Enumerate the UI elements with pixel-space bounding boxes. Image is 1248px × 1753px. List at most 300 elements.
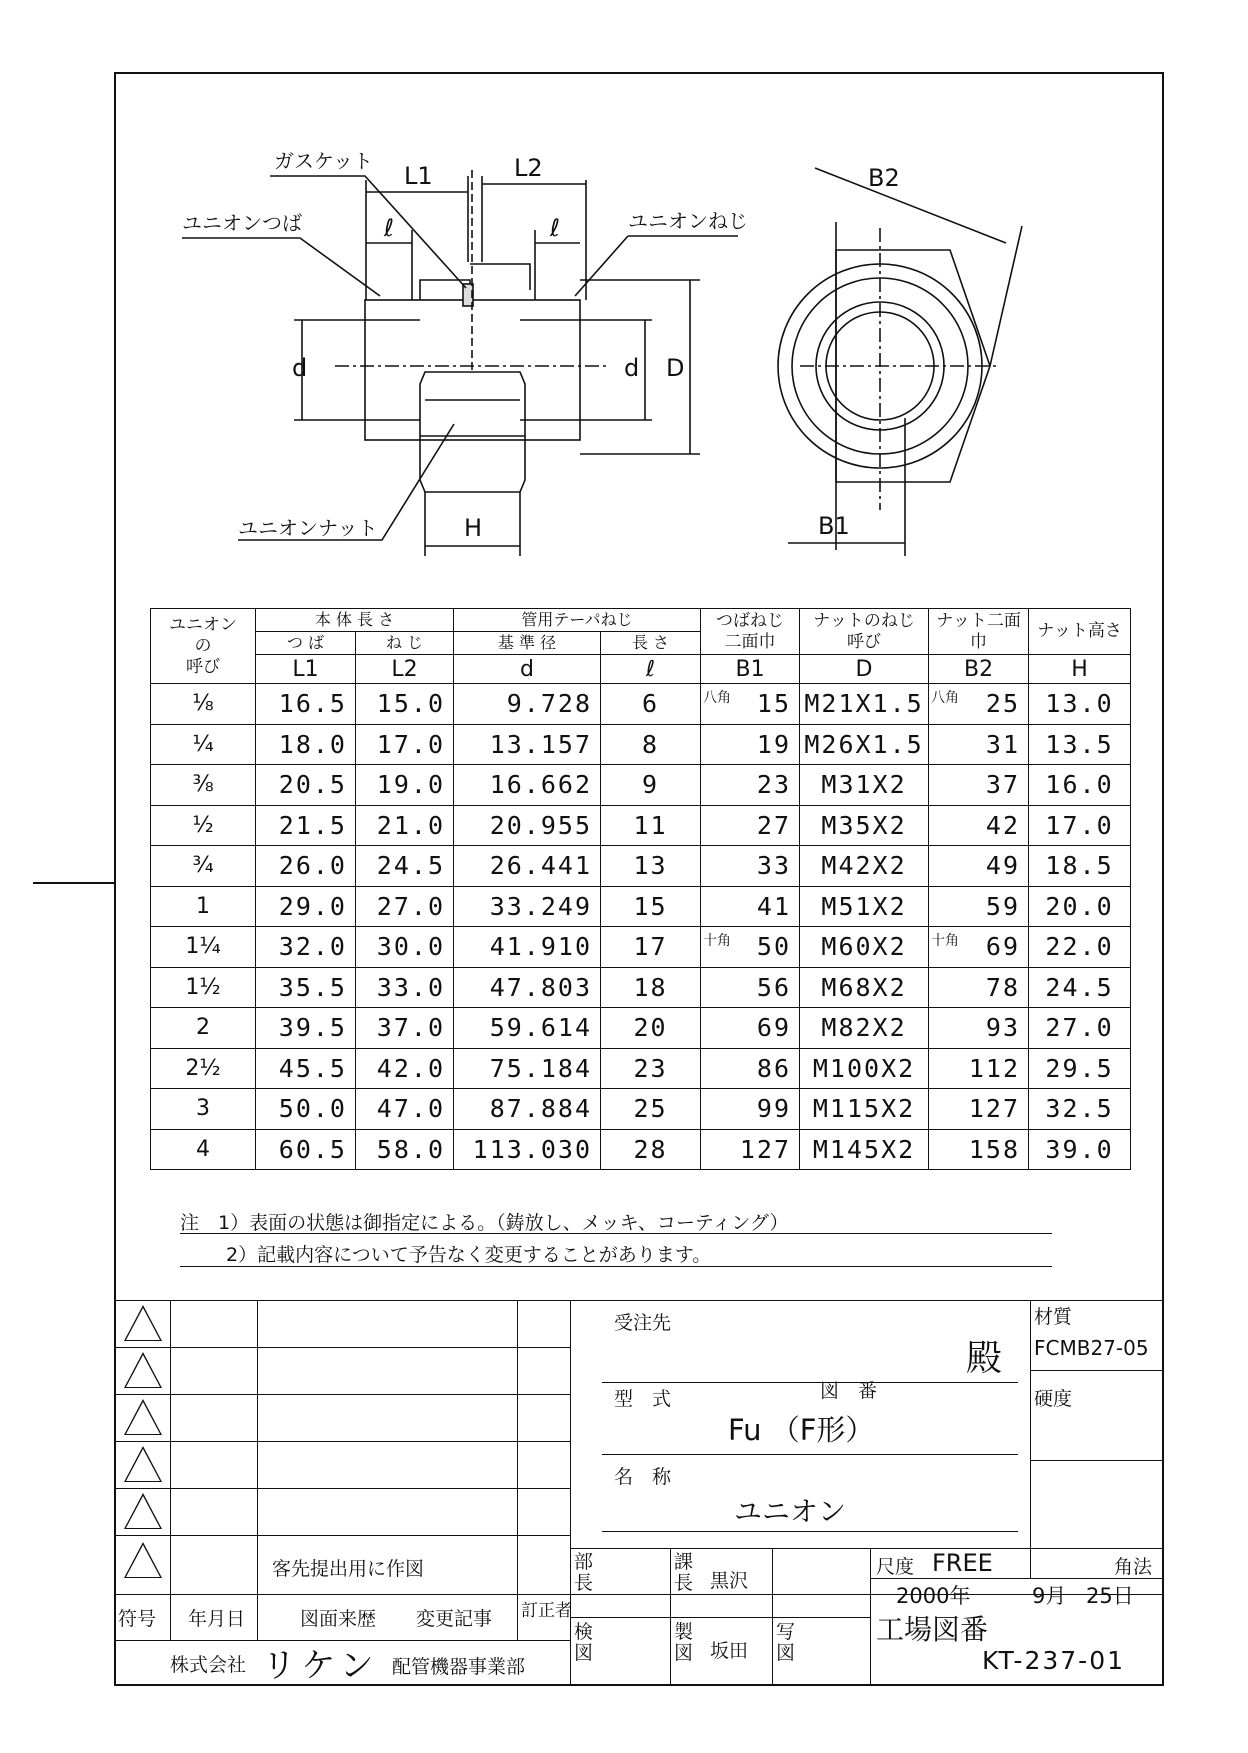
cell-value: 32.5: [1045, 1094, 1114, 1124]
table-cell-B2: [929, 967, 1029, 1008]
cell-value: 112: [968, 1053, 1021, 1083]
table-cell-B1: [701, 684, 800, 725]
table-cell-size: [151, 1089, 256, 1130]
cell-value: 27: [756, 810, 792, 840]
table-cell-H: [1029, 805, 1131, 846]
cell-value: 31: [985, 729, 1021, 759]
cell-value: 39.5: [278, 1013, 347, 1043]
cell-value: 19: [756, 729, 792, 759]
table-cell-B2: [929, 846, 1029, 887]
cell-value: 37: [985, 770, 1021, 800]
table-cell-L2: [356, 1008, 454, 1049]
company-prefix: 株式会社: [170, 1654, 247, 1676]
table-cell-size: [151, 967, 256, 1008]
cell-value: 60.5: [278, 1134, 347, 1164]
cell-value: 25: [985, 689, 1021, 719]
D-label: D: [666, 354, 685, 382]
table-cell-H: [1029, 765, 1131, 806]
table-cell-L1: [256, 1129, 356, 1170]
table-cell-B2: [929, 805, 1029, 846]
table-cell-B1: [701, 967, 800, 1008]
model-label: 型 式: [614, 1388, 672, 1410]
cell-value: 20: [633, 1013, 668, 1043]
table-cell-L2: [356, 724, 454, 765]
rev-record-header: 変更記事: [416, 1608, 493, 1630]
dept-head-label: 部長: [574, 1551, 594, 1594]
table-cell-L1: [256, 927, 356, 968]
polygon-tag: 十角: [931, 933, 960, 950]
table-cell-B1: [701, 927, 800, 968]
table-cell-B1: [701, 1089, 800, 1130]
table-cell-H: [1029, 1089, 1131, 1130]
cell-value: 58.0: [376, 1134, 446, 1164]
table-cell-L2: [356, 765, 454, 806]
cell-value: 56: [756, 972, 792, 1002]
header-nut-thread: ナットのねじ 呼び: [800, 609, 929, 655]
cell-value: 86: [756, 1053, 792, 1083]
cell-value: ⅜: [192, 772, 214, 798]
cell-value: 28: [633, 1134, 668, 1164]
table-cell-d: [454, 765, 601, 806]
table-row: [151, 1129, 1131, 1170]
table-cell-d: [454, 684, 601, 725]
cell-value: 39.0: [1045, 1134, 1114, 1164]
table-row: [151, 1048, 1131, 1089]
cell-value: 69: [985, 932, 1021, 962]
note-underline: [180, 1266, 1052, 1267]
cell-value: 1¼: [185, 934, 221, 960]
cell-value: M100X2: [812, 1053, 916, 1083]
cell-value: M145X2: [812, 1134, 916, 1164]
cell-value: 18.5: [1045, 851, 1114, 881]
table-cell-H: [1029, 1048, 1131, 1089]
cell-value: 9: [641, 770, 660, 800]
cell-value: 41.910: [489, 932, 593, 962]
B1-label: B1: [818, 512, 850, 540]
cell-value: 35.5: [278, 972, 347, 1002]
cell-value: M42X2: [821, 851, 907, 881]
L1-label: L1: [404, 162, 433, 190]
cell-value: 17.0: [376, 729, 446, 759]
drafter-name: 坂田: [710, 1640, 749, 1662]
nut-outline: [420, 372, 525, 492]
table-cell-B1: [701, 1048, 800, 1089]
ell-left-label: ℓ: [384, 214, 394, 242]
cell-value: 19.0: [376, 770, 446, 800]
cell-value: 33.0: [376, 972, 446, 1002]
table-cell-D: [800, 1089, 929, 1130]
table-cell-l: [601, 765, 701, 806]
cell-value: 9.728: [506, 689, 593, 719]
cell-value: 20.0: [1045, 891, 1114, 921]
cell-value: 24.5: [1045, 972, 1114, 1002]
cell-value: ¾: [192, 853, 214, 879]
table-cell-d: [454, 1008, 601, 1049]
header-symbol: ℓ: [601, 655, 701, 684]
table-cell-L1: [256, 1048, 356, 1089]
header-length: 長 さ: [601, 632, 701, 655]
model-value: Fu （F形）: [728, 1413, 875, 1447]
table-cell-D: [800, 1129, 929, 1170]
table-row: [151, 724, 1131, 765]
table-cell-size: [151, 724, 256, 765]
hardness-label: 硬度: [1034, 1388, 1073, 1410]
rev-history-header: 図面来歴: [300, 1608, 377, 1630]
revision-note: 客先提出用に作図: [272, 1558, 425, 1580]
table-cell-D: [800, 1048, 929, 1089]
header-symbol: D: [800, 655, 929, 684]
copy-label: 写図: [776, 1621, 796, 1664]
table-cell-l: [601, 1008, 701, 1049]
table-cell-d: [454, 1089, 601, 1130]
table-cell-size: [151, 1129, 256, 1170]
cell-value: 69: [756, 1013, 792, 1043]
header-thread: ね じ: [356, 632, 454, 655]
table-cell-B1: [701, 846, 800, 887]
cell-value: 17.0: [1045, 810, 1114, 840]
table-cell-B1: [701, 724, 800, 765]
dimension-table: [150, 608, 1131, 1170]
cell-value: M82X2: [821, 1013, 907, 1043]
table-row: [151, 765, 1131, 806]
cell-value: 29.5: [1045, 1053, 1114, 1083]
cell-value: M68X2: [821, 972, 907, 1002]
cell-value: 21.0: [376, 810, 446, 840]
table-cell-L2: [356, 1048, 454, 1089]
cell-value: 1: [196, 893, 210, 919]
revision-triangle-icon: [124, 1446, 162, 1482]
table-cell-l: [601, 684, 701, 725]
table-cell-H: [1029, 886, 1131, 927]
table-cell-size: [151, 805, 256, 846]
cell-value: 49: [985, 851, 1021, 881]
table-cell-H: [1029, 967, 1131, 1008]
table-cell-L2: [356, 967, 454, 1008]
table-cell-B1: [701, 1008, 800, 1049]
union-thread-label: ユニオンねじ: [628, 209, 748, 233]
table-cell-d: [454, 1048, 601, 1089]
ell-right-label: ℓ: [550, 214, 560, 242]
d-right-label: d: [624, 354, 640, 382]
cell-value: 41: [756, 891, 792, 921]
header-symbol: B2: [929, 655, 1029, 684]
cell-value: M31X2: [821, 770, 907, 800]
header-base-dia: 基 準 径: [454, 632, 601, 655]
cell-value: 16.0: [1045, 770, 1114, 800]
customer-suffix: 殿: [966, 1338, 1003, 1379]
cell-value: 20.955: [489, 810, 593, 840]
table-cell-l: [601, 927, 701, 968]
table-cell-L1: [256, 1008, 356, 1049]
date-day: 25日: [1086, 1584, 1134, 1608]
revision-triangle-icon: [124, 1399, 162, 1435]
table-cell-L2: [356, 684, 454, 725]
cell-value: 26.441: [489, 851, 593, 881]
cell-value: 15: [756, 689, 792, 719]
cell-value: 8: [641, 729, 660, 759]
table-cell-L2: [356, 886, 454, 927]
cell-value: 127: [739, 1134, 792, 1164]
table-cell-l: [601, 1129, 701, 1170]
drawing-no-label: 図 番: [820, 1380, 878, 1402]
rev-date-header: 年月日: [188, 1608, 246, 1630]
table-cell-d: [454, 967, 601, 1008]
cell-value: 13.5: [1045, 729, 1114, 759]
table-cell-D: [800, 765, 929, 806]
cell-value: M60X2: [821, 932, 907, 962]
note-underline: [180, 1233, 1052, 1234]
cell-value: M115X2: [812, 1094, 916, 1124]
table-cell-l: [601, 724, 701, 765]
table-cell-size: [151, 927, 256, 968]
table-cell-H: [1029, 1129, 1131, 1170]
cell-value: 13.0: [1045, 689, 1114, 719]
header-nominal: ユニオン の 呼び: [151, 609, 256, 684]
cell-value: 87.884: [489, 1094, 593, 1124]
table-cell-d: [454, 886, 601, 927]
cell-value: 113.030: [472, 1134, 593, 1164]
cell-value: 20.5: [278, 770, 347, 800]
cell-value: 75.184: [489, 1053, 593, 1083]
material-label: 材質: [1034, 1306, 1073, 1328]
cell-value: 33.249: [489, 891, 593, 921]
table-cell-B2: [929, 684, 1029, 725]
cell-value: 99: [756, 1094, 792, 1124]
cell-value: 18.0: [278, 729, 347, 759]
cell-value: 17: [633, 932, 668, 962]
revision-triangle-icon: [124, 1542, 162, 1578]
cell-value: 47.803: [489, 972, 593, 1002]
note-2: 2）記載内容について予告なく変更することがあります。: [226, 1244, 712, 1266]
header-symbol: d: [454, 655, 601, 684]
cell-value: 50: [756, 932, 792, 962]
table-cell-D: [800, 724, 929, 765]
rev-symbol-header: 符号: [118, 1608, 157, 1630]
table-cell-B2: [929, 724, 1029, 765]
cell-value: 23: [756, 770, 792, 800]
table-cell-B2: [929, 1129, 1029, 1170]
cell-value: 158: [968, 1134, 1021, 1164]
cell-value: M21X1.5: [804, 689, 924, 719]
cell-value: ½: [192, 812, 214, 838]
cell-value: M26X1.5: [804, 729, 924, 759]
cell-value: 127: [968, 1094, 1021, 1124]
table-cell-L1: [256, 724, 356, 765]
table-cell-B2: [929, 1089, 1029, 1130]
cell-value: 27.0: [376, 891, 446, 921]
table-cell-D: [800, 684, 929, 725]
cell-value: 29.0: [278, 891, 347, 921]
cell-value: 33: [756, 851, 792, 881]
material-value: FCMB27-05: [1034, 1336, 1149, 1360]
cell-value: 4: [196, 1136, 210, 1162]
cell-value: ⅛: [192, 691, 214, 717]
table-cell-d: [454, 724, 601, 765]
corrector-header: 訂正者: [521, 1601, 572, 1621]
cell-value: 78: [985, 972, 1021, 1002]
header-symbol: L2: [356, 655, 454, 684]
cell-value: 59: [985, 891, 1021, 921]
table-cell-L2: [356, 846, 454, 887]
table-cell-L1: [256, 684, 356, 725]
header-symbol: B1: [701, 655, 800, 684]
table-cell-d: [454, 805, 601, 846]
table-row: [151, 1008, 1131, 1049]
cell-value: 37.0: [376, 1013, 446, 1043]
table-cell-size: [151, 1008, 256, 1049]
union-nut-label: ユニオンナット: [238, 516, 378, 540]
cell-value: 3: [196, 1096, 210, 1122]
table-row: [151, 805, 1131, 846]
cell-value: 25: [633, 1094, 668, 1124]
table-cell-l: [601, 805, 701, 846]
table-cell-D: [800, 805, 929, 846]
customer-label: 受注先: [614, 1312, 672, 1334]
polygon-tag: 十角: [703, 933, 732, 950]
d-left-label: d: [292, 354, 308, 382]
scale-value: FREE: [932, 1549, 993, 1577]
cell-value: 26.0: [278, 851, 347, 881]
cell-value: 50.0: [278, 1094, 347, 1124]
cell-value: 47.0: [376, 1094, 446, 1124]
union-flange-label: ユニオンつば: [182, 211, 302, 235]
cell-value: 42: [985, 810, 1021, 840]
table-cell-H: [1029, 1008, 1131, 1049]
name-value: ユニオン: [734, 1495, 847, 1528]
table-cell-B2: [929, 886, 1029, 927]
name-label: 名 称: [614, 1466, 672, 1488]
cell-value: 22.0: [1045, 932, 1114, 962]
revision-triangle-icon: [124, 1493, 162, 1529]
header-nut-height: ナット高さ: [1029, 609, 1131, 655]
gasket-label: ガスケット: [274, 149, 373, 173]
table-cell-B2: [929, 1008, 1029, 1049]
inspect-label: 検図: [574, 1621, 594, 1664]
table-cell-d: [454, 846, 601, 887]
cell-value: 93: [985, 1013, 1021, 1043]
table-cell-B1: [701, 765, 800, 806]
cell-value: M35X2: [821, 810, 907, 840]
cell-value: 27.0: [1045, 1013, 1114, 1043]
table-cell-l: [601, 886, 701, 927]
header-symbol: L1: [256, 655, 356, 684]
table-cell-L2: [356, 1089, 454, 1130]
table-cell-size: [151, 846, 256, 887]
table-cell-L1: [256, 886, 356, 927]
table-cell-H: [1029, 724, 1131, 765]
table-cell-H: [1029, 927, 1131, 968]
angle-method-label: 角法: [1114, 1556, 1153, 1578]
cell-value: M51X2: [821, 891, 907, 921]
table-cell-L2: [356, 927, 454, 968]
cell-value: 23: [633, 1053, 668, 1083]
cell-value: 1½: [185, 974, 221, 1000]
table-cell-D: [800, 886, 929, 927]
cell-value: 15: [633, 891, 668, 921]
cell-value: 16.5: [278, 689, 347, 719]
header-nut-wrench: ナット二面巾: [929, 609, 1029, 655]
table-cell-size: [151, 886, 256, 927]
table-cell-d: [454, 1129, 601, 1170]
cell-value: 11: [633, 810, 668, 840]
table-row: [151, 927, 1131, 968]
company-division: 配管機器事業部: [392, 1656, 526, 1678]
revision-triangle-icon: [124, 1352, 162, 1388]
table-cell-size: [151, 765, 256, 806]
table-cell-L1: [256, 1089, 356, 1130]
table-row: [151, 967, 1131, 1008]
table-cell-H: [1029, 846, 1131, 887]
revision-triangle-icon: [124, 1305, 162, 1341]
company-logo: リケン: [262, 1646, 380, 1686]
factory-no-label: 工場図番: [876, 1613, 989, 1646]
table-cell-L2: [356, 805, 454, 846]
cell-value: 30.0: [376, 932, 446, 962]
cell-value: 59.614: [489, 1013, 593, 1043]
header-symbol: H: [1029, 655, 1131, 684]
table-cell-D: [800, 927, 929, 968]
drafter-label: 製図: [674, 1621, 694, 1664]
cell-value: 6: [641, 689, 660, 719]
binding-margin-mark: [33, 882, 115, 884]
header-pipe-taper: 管用テーパねじ: [454, 609, 701, 632]
table-cell-l: [601, 967, 701, 1008]
table-cell-B2: [929, 1048, 1029, 1089]
table-cell-size: [151, 1048, 256, 1089]
table-cell-H: [1029, 684, 1131, 725]
table-row: [151, 1089, 1131, 1130]
B2-label: B2: [868, 164, 900, 192]
cell-value: ¼: [192, 731, 214, 757]
cell-value: 15.0: [376, 689, 446, 719]
cell-value: 32.0: [278, 932, 347, 962]
table-cell-l: [601, 846, 701, 887]
cell-value: 16.662: [489, 770, 593, 800]
table-cell-size: [151, 684, 256, 725]
cell-value: 45.5: [278, 1053, 347, 1083]
cell-value: 13.157: [489, 729, 593, 759]
cell-value: 2: [196, 1015, 210, 1041]
table-cell-B1: [701, 805, 800, 846]
date-year: 2000年: [896, 1584, 971, 1608]
header-body-length: 本 体 長 さ: [256, 609, 454, 632]
union-technical-drawing: [0, 0, 1248, 600]
cell-value: 24.5: [376, 851, 446, 881]
table-cell-D: [800, 1008, 929, 1049]
scale-label: 尺度: [876, 1556, 915, 1578]
polygon-tag: 八角: [931, 690, 960, 707]
table-cell-B1: [701, 1129, 800, 1170]
table-cell-D: [800, 967, 929, 1008]
H-label: H: [464, 514, 483, 542]
header-flange-wrench: つばねじ 二面巾: [701, 609, 800, 655]
factory-no-value: KT-237-01: [982, 1646, 1125, 1675]
table-cell-L1: [256, 765, 356, 806]
L2-label: L2: [514, 154, 543, 182]
table-row: [151, 846, 1131, 887]
table-cell-L1: [256, 967, 356, 1008]
section-head-name: 黒沢: [710, 1570, 749, 1592]
table-cell-B1: [701, 886, 800, 927]
header-flange: つ ば: [256, 632, 356, 655]
table-row: [151, 684, 1131, 725]
table-cell-L2: [356, 1129, 454, 1170]
table-cell-B2: [929, 765, 1029, 806]
table-cell-l: [601, 1089, 701, 1130]
table-cell-L1: [256, 846, 356, 887]
cell-value: 2½: [185, 1055, 221, 1081]
table-cell-l: [601, 1048, 701, 1089]
